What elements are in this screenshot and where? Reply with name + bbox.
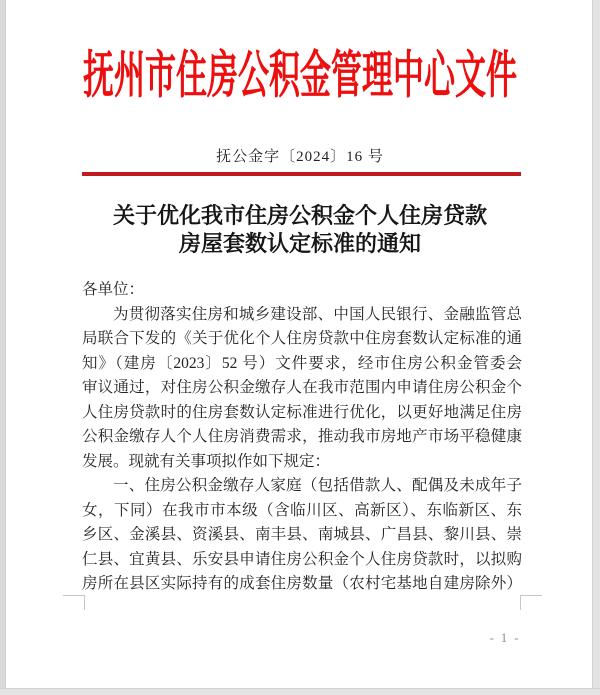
salutation: 各单位： — [82, 281, 145, 298]
body-line: 乡区、金溪县、资溪县、南丰县、南城县、广昌县、黎川县、崇 — [82, 526, 522, 543]
document-body — [82, 278, 522, 597]
body-line: 仁县、宜黄县、乐安县申请住房公积金个人住房贷款时，以拟购 — [82, 550, 522, 568]
body-line: 女，下同）在我市市本级（含临川区、高新区）、东临新区、东 — [82, 501, 522, 519]
viewer-edge-bottom — [0, 688, 600, 695]
document-title-line2: 房屋套数认定标准的通知 — [178, 231, 421, 256]
viewer-edge-left — [0, 0, 6, 695]
body-line: 审议通过，对住房公积金缴存人在我市范围内申请住房公积金个 — [82, 379, 522, 396]
body-line: 知》（建房〔2023〕52 号）文件要求，经市住房公积金管委会 — [82, 354, 522, 372]
body-line: 发展。现就有关事项拟作如下规定： — [82, 452, 331, 470]
document-title-line1: 关于优化我市住房公积金个人住房贷款 — [112, 203, 487, 228]
text-boundary-mark-left — [63, 595, 85, 610]
red-divider-line — [82, 172, 521, 176]
body-line: 人住房贷款时的住房套数认定标准进行优化，以更好地满足住房 — [82, 403, 522, 421]
body-line: 为贯彻落实住房和城乡建设部、中国人民银行、金融监管总 — [113, 305, 522, 323]
text-boundary-mark-right — [520, 595, 542, 610]
document-title — [0, 202, 600, 258]
body-line: 一、住房公积金缴存人家庭（包括借款人、配偶及未成年子 — [113, 477, 522, 494]
body-line: 房所在县区实际持有的成套住房数量（农村宅基地自建房除外） — [82, 575, 522, 592]
body-line: 公积金缴存人个人住房消费需求，推动我市房地产市场平稳健康 — [82, 428, 522, 445]
page-number: - 1 - — [489, 631, 521, 645]
red-letterhead-title: 抚州市住房公积金管理中心文件 — [83, 46, 517, 104]
document-reference-number: 抚公金字〔2024〕16 号 — [216, 149, 384, 165]
body-line: 局联合下发的《关于优化个人住房贷款中住房套数认定标准的通 — [82, 330, 522, 347]
viewer-edge-right — [592, 0, 600, 695]
